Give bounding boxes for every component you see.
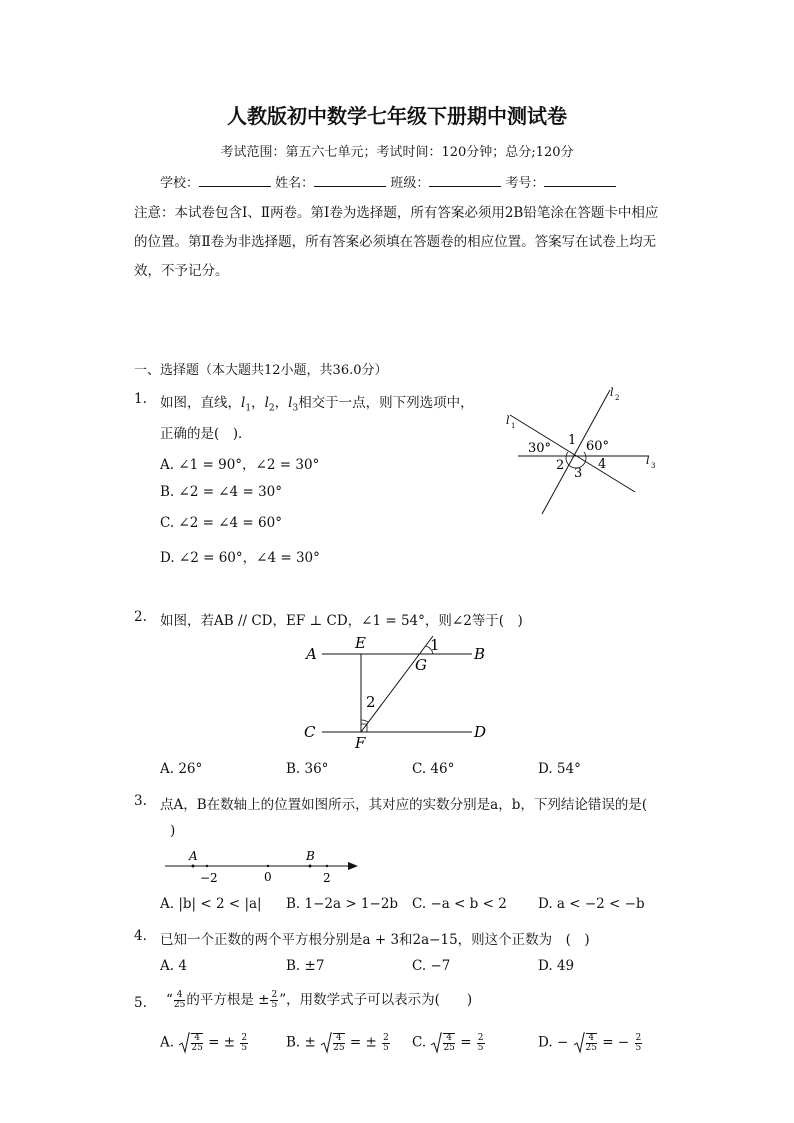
q1-option-c[interactable]: C. ∠2 = ∠4 = 60° <box>160 515 282 531</box>
option-prefix: ± <box>304 1034 316 1051</box>
option-letter: A. <box>160 1034 175 1051</box>
denominator: 25 <box>333 1043 345 1053</box>
q1-option-b[interactable]: B. ∠2 = ∠4 = 30° <box>160 484 283 500</box>
label-a: A <box>306 645 317 663</box>
q2-option-b[interactable]: B. 36° <box>286 761 329 777</box>
fraction <box>443 1033 454 1053</box>
exam-notice: 注意：本试卷包含Ⅰ、Ⅱ两卷。第Ⅰ卷为选择题，所有答案必须用2B铅笔涂在答题卡中相应的位置。第Ⅱ卷为非选择题，所有答案必须填在答题卷的相应位置。答案写在试卷上均无效，不予记分。 <box>134 205 659 279</box>
label-d: D <box>474 723 487 741</box>
q1-l3: l <box>288 395 293 411</box>
tick-2 <box>326 865 328 867</box>
option-letter: C. <box>412 1034 427 1051</box>
option-equals: = − <box>602 1034 630 1051</box>
question-5-stem <box>166 989 472 1011</box>
fig-l3-label: l <box>646 454 650 467</box>
option-prefix: − <box>556 1034 569 1051</box>
q5-option-c[interactable] <box>412 1032 486 1054</box>
q3-option-a[interactable]: A. |b| < 2 < |a| <box>160 896 262 912</box>
denominator: 5 <box>271 1000 278 1010</box>
q3-option-b[interactable]: B. 1−2a > 1−2b <box>286 896 399 912</box>
fraction <box>174 991 185 1010</box>
numerator: 4 <box>443 1034 454 1044</box>
q1-text-a: 如图，直线， <box>160 395 241 411</box>
student-info-line <box>160 172 616 191</box>
q1-option-a[interactable]: A. ∠1 = 90°，∠2 = 30° <box>160 457 320 473</box>
q1-l2: l <box>264 395 269 411</box>
q1-l1-sub: 1 <box>245 403 252 414</box>
question-number: 2. <box>134 609 147 625</box>
q5-mid: 的平方根是 ± <box>186 992 270 1008</box>
fraction <box>586 1033 597 1053</box>
number-label: 考号： <box>505 176 545 191</box>
fig-l1-sub: 1 <box>511 422 516 430</box>
option-letter: B. <box>286 1034 301 1051</box>
point-b <box>309 865 312 868</box>
fig-l2-sub: 2 <box>615 394 620 402</box>
fraction <box>477 1034 485 1053</box>
q1-figure <box>500 382 670 522</box>
fraction <box>333 1033 344 1053</box>
question-4-stem: 已知一个正数的两个平方根分别是a + 3和2a−15，则这个正数为 ( ) <box>160 932 590 948</box>
line-fg <box>361 636 433 732</box>
arrow-icon <box>348 862 358 870</box>
q3-option-c[interactable]: C. −a < b < 2 <box>412 896 507 912</box>
q4-option-a[interactable]: A. 4 <box>160 958 187 974</box>
sqrt-icon <box>430 1032 442 1054</box>
denominator: 25 <box>173 1000 186 1010</box>
label-angle-1: 1 <box>430 636 440 654</box>
fig-angle-2: 2 <box>556 458 565 473</box>
question-1-stem-2: 正确的是( )． <box>160 426 252 442</box>
question-number: 1. <box>134 391 147 407</box>
number-blank[interactable] <box>544 174 616 187</box>
q2-option-d[interactable]: D. 54° <box>538 761 581 777</box>
sqrt-icon <box>320 1032 332 1054</box>
exam-info: 考试范围：第五六七单元；考试时间：120分钟；总分;120分 <box>220 145 574 160</box>
q1-text-b: 相交于一点，则下列选项中， <box>298 395 474 411</box>
label-f: F <box>355 734 366 750</box>
numerator: 4 <box>333 1034 344 1044</box>
fraction <box>635 1034 643 1053</box>
page-title: 人教版初中数学七年级下册期中测试卷 <box>227 104 567 128</box>
numerator: 4 <box>174 991 185 1001</box>
fraction <box>240 1034 248 1053</box>
fraction <box>382 1034 390 1053</box>
q5-option-a[interactable] <box>160 1032 249 1054</box>
tick-label-neg2: −2 <box>200 871 218 885</box>
q2-option-c[interactable]: C. 46° <box>412 761 455 777</box>
fig-angle-4: 4 <box>598 457 607 472</box>
denominator: 5 <box>477 1042 484 1053</box>
question-number: 5. <box>134 995 147 1011</box>
school-blank[interactable] <box>199 174 271 187</box>
numerator: 2 <box>635 1032 642 1043</box>
sqrt-icon <box>573 1032 585 1054</box>
question-3-stem-2: ) <box>170 823 176 839</box>
name-label: 姓名： <box>275 176 315 191</box>
angle-2-arc <box>361 720 368 722</box>
denominator: 25 <box>191 1043 203 1053</box>
fig-l3-sub: 3 <box>651 462 656 470</box>
label-b: B <box>306 849 315 863</box>
option-equals: = ± <box>349 1034 377 1051</box>
option-equals: = ± <box>208 1034 236 1051</box>
tick-label-2: 2 <box>323 871 331 885</box>
class-blank[interactable] <box>429 174 501 187</box>
fig-angle-1: 1 <box>568 433 577 448</box>
quote-open: “ <box>166 992 173 1008</box>
label-a: A <box>189 849 198 863</box>
fig-angle-30: 30° <box>528 441 552 456</box>
q3-number-line <box>160 846 370 886</box>
label-g: G <box>415 656 427 674</box>
q3-option-d[interactable]: D. a < −2 < −b <box>538 896 645 912</box>
question-2-stem: 如图，若AB // CD，EF ⊥ CD，∠1 = 54°，则∠2等于( ) <box>160 613 523 629</box>
q1-l2-sub: 2 <box>268 403 275 414</box>
numerator: 2 <box>241 1032 248 1043</box>
fig-l2-label: l <box>610 386 614 399</box>
tick-label-0: 0 <box>264 870 272 884</box>
fig-angle-3: 3 <box>574 466 583 481</box>
question-number: 4. <box>134 928 147 944</box>
question-1-stem: 如图，直线，$l_1$，$l_2$，$l_3$相交于一点，则下列选项中， <box>160 395 474 414</box>
denominator: 5 <box>241 1042 248 1053</box>
q1-option-d[interactable]: D. ∠2 = 60°，∠4 = 30° <box>160 550 320 566</box>
q4-option-d[interactable]: D. 49 <box>538 958 575 974</box>
label-e: E <box>355 634 366 652</box>
numerator: 2 <box>383 1032 389 1043</box>
denominator: 5 <box>635 1042 642 1053</box>
q1-l3-sub: 3 <box>292 403 299 414</box>
fraction <box>191 1033 202 1053</box>
tick-neg2 <box>206 865 208 867</box>
school-label: 学校： <box>160 176 200 191</box>
tick-0 <box>267 865 269 867</box>
label-angle-2: 2 <box>366 693 376 711</box>
section-title: 一、选择题（本大题共12小题，共36.0分） <box>134 363 388 378</box>
question-3-stem: 点A，B在数轴上的位置如图所示，其对应的实数分别是a，b，下列结论错误的是( <box>160 797 648 813</box>
numerator: 4 <box>191 1034 202 1044</box>
numerator: 2 <box>477 1032 484 1043</box>
denominator: 25 <box>443 1043 455 1053</box>
label-c: C <box>304 723 316 741</box>
q4-option-c[interactable]: C. −7 <box>412 958 451 974</box>
fig-l1-label: l <box>506 414 510 427</box>
q5-option-b[interactable] <box>286 1032 391 1054</box>
class-label: 班级： <box>390 176 430 191</box>
denominator: 5 <box>383 1042 389 1053</box>
numerator: 2 <box>271 990 278 1000</box>
option-letter: D. <box>538 1034 553 1051</box>
name-blank[interactable] <box>314 174 386 187</box>
question-number: 3. <box>134 793 147 809</box>
q4-option-b[interactable]: B. ±7 <box>286 958 325 974</box>
q2-option-a[interactable]: A. 26° <box>160 761 203 777</box>
denominator: 25 <box>585 1043 597 1053</box>
numerator: 4 <box>586 1034 597 1044</box>
label-b: B <box>474 645 486 663</box>
q5-option-d[interactable] <box>538 1032 643 1054</box>
fig-angle-60: 60° <box>586 439 610 454</box>
point-a <box>192 865 195 868</box>
quote-close: ”，用数学式子可以表示为( ) <box>279 992 473 1008</box>
q2-figure <box>300 632 500 750</box>
option-equals: = <box>460 1034 472 1051</box>
fraction <box>270 991 278 1010</box>
q1-l1: l <box>241 395 246 411</box>
sqrt-icon <box>178 1032 190 1054</box>
